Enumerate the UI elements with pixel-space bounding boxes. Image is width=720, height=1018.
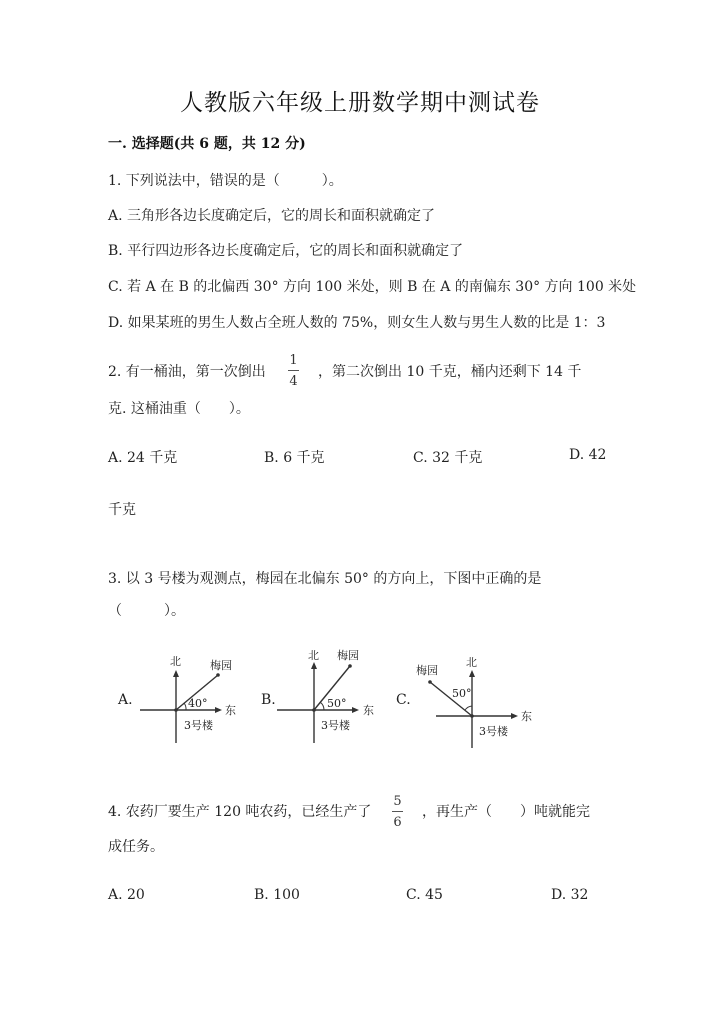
svg-text:东: 东 <box>363 704 374 717</box>
svg-text:40°: 40° <box>188 697 208 710</box>
svg-text:北: 北 <box>466 656 477 669</box>
option-a: A. 24 千克 <box>108 450 178 466</box>
svg-text:3号楼: 3号楼 <box>479 725 508 738</box>
fraction-denominator: 4 <box>289 374 298 389</box>
compass-diagram-c-graphic <box>390 645 540 750</box>
question-stem-line2: 克. 这桶油重（ ）。 <box>108 401 250 417</box>
option-d: D. 42 <box>569 447 607 463</box>
option-d: D. 32 <box>551 887 589 903</box>
svg-text:梅园: 梅园 <box>210 659 232 672</box>
question-stem-part1: 2. 有一桶油，第一次倒出 <box>108 364 266 380</box>
option-b: B. 平行四边形各边长度确定后，它的周长和面积就确定了 <box>108 243 464 259</box>
svg-text:北: 北 <box>308 649 319 662</box>
option-c: C. 45 <box>406 887 443 903</box>
option-a: A. 三角形各边长度确定后，它的周长和面积就确定了 <box>108 208 436 224</box>
option-d: D. 如果某班的男生人数占全班人数的 75%，则女生人数与男生人数的比是 1：3 <box>108 315 606 331</box>
option-c: C. 若 A 在 B 的北偏西 30° 方向 100 米处，则 B 在 A 的南偏东 30° 方向 100 米处 <box>108 279 637 295</box>
section-heading: 一. 选择题(共 6 题，共 12 分) <box>108 136 306 152</box>
fraction-numerator: 1 <box>289 353 298 368</box>
compass-diagram-b-graphic <box>255 645 395 750</box>
question-stem-part1: 4. 农药厂要生产 120 吨农药，已经生产了 <box>108 804 372 820</box>
fraction-denominator: 6 <box>393 815 402 830</box>
option-b: B. 6 千克 <box>264 450 325 466</box>
svg-text:50°: 50° <box>452 687 472 700</box>
fraction-bar <box>392 811 403 812</box>
svg-text:梅园: 梅园 <box>416 664 438 677</box>
compass-diagram-c <box>390 645 540 750</box>
question-stem-line2: （ ）。 <box>108 603 185 619</box>
page-title: 人教版六年级上册数学期中测试卷 <box>180 90 540 116</box>
svg-text:北: 北 <box>170 655 181 668</box>
question-stem: 1. 下列说法中，错误的是（ ）。 <box>108 173 343 189</box>
compass-diagram-b <box>255 645 395 750</box>
svg-text:3号楼: 3号楼 <box>184 719 213 732</box>
svg-text:东: 东 <box>521 710 532 723</box>
option-c: C. 32 千克 <box>413 450 483 466</box>
svg-text:东: 东 <box>225 704 236 717</box>
option-b: B. 100 <box>254 887 300 903</box>
question-stem-line2: 成任务。 <box>108 839 164 855</box>
fraction-bar <box>288 370 299 371</box>
diagram-label: B. <box>261 692 276 708</box>
option-d-wrap: 千克 <box>108 502 136 518</box>
diagram-label: C. <box>396 692 411 708</box>
svg-text:3号楼: 3号楼 <box>321 719 350 732</box>
compass-diagram-a <box>110 645 250 750</box>
svg-text:50°: 50° <box>327 697 347 710</box>
question-stem-part2: ，第二次倒出 10 千克，桶内还剩下 14 千 <box>318 364 582 380</box>
diagram-label: A. <box>118 692 133 708</box>
fraction-five-sixths <box>392 795 403 829</box>
fraction-numerator: 5 <box>393 794 402 809</box>
svg-text:梅园: 梅园 <box>337 649 359 662</box>
question-stem-part2: ，再生产（ ）吨就能完 <box>422 804 590 820</box>
question-stem-line1: 3. 以 3 号楼为观测点，梅园在北偏东 50° 的方向上，下图中正确的是 <box>108 571 542 587</box>
option-a: A. 20 <box>108 887 145 903</box>
fraction-one-quarter <box>288 354 299 388</box>
